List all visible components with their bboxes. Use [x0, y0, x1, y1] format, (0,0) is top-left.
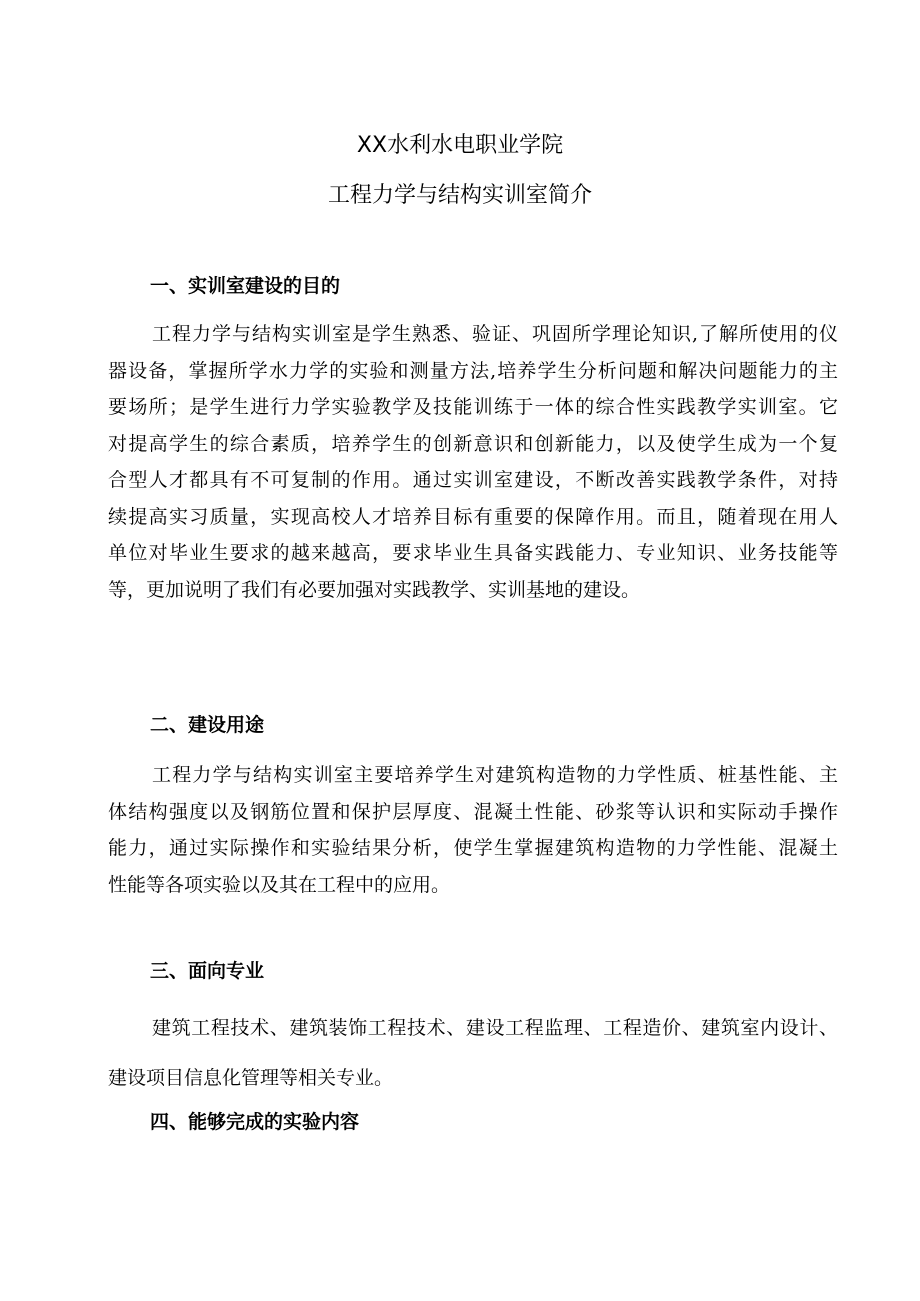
section-heading-majors: 三、面向专业: [150, 960, 265, 982]
paragraph-line: 能力，通过实际操作和实验结果分析，使学生掌握建筑构造物的力学性能、混凝土: [108, 837, 838, 859]
paragraph-line: 性能等各项实验以及其在工程中的应用。: [108, 873, 451, 896]
section-heading-usage: 二、建设用途: [150, 714, 265, 736]
paragraph-line: 续提高实习质量，实现高校人才培养目标有重要的保障作用。而且，随着现在用人: [108, 505, 838, 528]
paragraph-line: 要场所；是学生进行力学实验教学及技能训练于一体的综合性实践教学实训室。它: [108, 396, 838, 418]
section-body-usage: [108, 757, 838, 903]
paragraph-line: 对提高学生的综合素质，培养学生的创新意识和创新能力，以及使学生成为一个复: [108, 432, 838, 455]
document-title: XX水利水电职业学院: [356, 133, 564, 158]
section-heading-purpose: 一、实训室建设的目的: [150, 275, 341, 297]
section-heading-experiments: 四、能够完成的实验内容: [150, 1111, 360, 1133]
paragraph-line: 合型人才都具有不可复制的作用。通过实训室建设，不断改善实践教学条件，对持: [108, 469, 838, 491]
paragraph-line: 器设备，掌握所学水力学的实验和测量方法,培养学生分析问题和解决问题能力的主: [108, 359, 838, 382]
paragraph-line: 体结构强度以及钢筋位置和保护层厚度、混凝土性能、砂浆等认识和实际动手操作: [108, 800, 838, 823]
paragraph-line: 工程力学与结构实训室是学生熟悉、验证、巩固所学理论知识,了解所使用的仪: [152, 323, 838, 345]
paragraph-line: 建筑工程技术、建筑装饰工程技术、建设工程监理、工程造价、建筑室内设计、: [152, 1017, 838, 1039]
section-body-majors: [108, 1003, 838, 1103]
paragraph-line: 单位对毕业生要求的越来越高，要求毕业生具备实践能力、专业知识、业务技能等: [108, 542, 838, 564]
paragraph-line: 建设项目信息化管理等相关专业。: [108, 1067, 394, 1089]
paragraph-line: 工程力学与结构实训室主要培养学生对建筑构造物的力学性质、桩基性能、主: [152, 764, 838, 786]
paragraph-line: 等，更加说明了我们有必要加强对实践教学、实训基地的建设。: [108, 578, 641, 601]
section-body-purpose: [108, 316, 838, 608]
document-subtitle: 工程力学与结构实训室简介: [327, 183, 592, 208]
